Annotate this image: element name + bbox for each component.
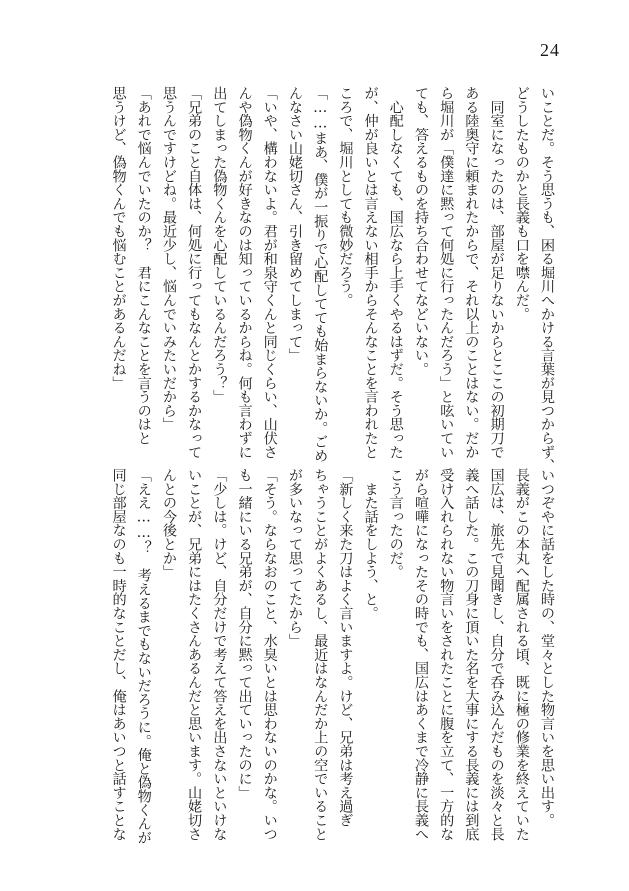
text-line: ら堀川が「僕達に黙って何処に行ったんだろう」と呟いてい — [438, 86, 455, 459]
text-line: 「そう。ならなおのこと、水臭いとは思わないのかな。いつ — [261, 468, 278, 841]
text-line: 長義がこの本丸へ配属される頃、既に極の修業を終えていた — [513, 468, 530, 841]
text-line: いことが、兄弟にはたくさんあるんだと思います。山姥切さ — [186, 468, 203, 841]
text-line: 国広は、旅先で見聞きし、自分で呑み込んだものを淡々と長 — [488, 468, 505, 841]
text-line: 同じ部屋なのも一時的なことだし、俺はあいつと話すことな — [110, 468, 127, 841]
text-block-lower — [69, 468, 559, 845]
text-line: 「ええ……？ 考えるまでもないだろうに。俺と偽物くんが — [135, 468, 152, 845]
text-line: 義へ話した。この刀身に頂いた名を大事にする長義には到底 — [463, 468, 480, 841]
text-line: 「兄弟のこと自体は、何処に行ってもなんとかするかなって — [186, 86, 203, 459]
text-line: ころで、堀川としても微妙だろう。 — [337, 86, 354, 307]
text-line: 同室になったのは、部屋が足りないからとここの初期刀で — [488, 86, 505, 459]
text-line: どうしたものかと長義も口を噤んだ。 — [513, 86, 530, 321]
text-line: が、仲が良いとは言えない相手からそんなことを言われたと — [362, 86, 379, 459]
text-line: 「いや、構わないよ。君が和泉守くんと同じくらい、山伏さ — [261, 86, 278, 459]
text-line: 受け入れられない物言いをされたことに腹を立て、一方的な — [438, 468, 455, 841]
text-line: ちゃうことがよくあるし、最近はなんだか上の空でいること — [312, 468, 329, 841]
text-line: 心配しなくても、国広なら上手くやるはずだ。そう思った — [387, 86, 404, 459]
text-line: んなさい山姥切さん、引き留めてしまって」 — [286, 86, 303, 363]
text-line: こう言ったのだ。 — [387, 468, 404, 579]
text-line: んや偽物くんが好きなのは知っているからね。何も言わずに — [236, 86, 253, 459]
text-line: いことだ。そう思うも、困る堀川へかける言葉が見つからず、 — [539, 86, 555, 473]
text-line: が多いなって思ってたから」 — [286, 468, 303, 648]
text-block-upper — [69, 86, 559, 473]
text-line: 「……まあ、僕が一振りで心配してても始まらないか。ごめ — [312, 86, 329, 463]
text-line: いつぞやに話をした時の、堂々とした物言いを思い出す。 — [539, 468, 555, 827]
text-line: んとの今後とか」 — [160, 468, 177, 579]
text-line: 「あれで悩んでいたのか？ 君にこんなことを言うのはと — [135, 86, 152, 445]
text-line: ある陸奥守に頼まれたからで、それ以上のことはない。だか — [463, 86, 480, 459]
text-line: がら喧嘩になったその時でも、国広はあくまで冷静に長義へ — [412, 468, 429, 841]
text-line: 「少しは。けど、自分だけで考えて答えを出さないといけな — [211, 468, 228, 841]
text-line: 出てしまった偽物くんを心配しているんだろう？」 — [211, 86, 228, 404]
text-line: 思うけど、偽物くんでも悩むことがあるんだね」 — [110, 86, 127, 390]
text-line: また話をしよう、と。 — [362, 468, 379, 620]
text-line: 「新しく来た刀はよく言いますよ。けど、兄弟は考え過ぎ — [337, 468, 354, 827]
text-line: 思うんですけどね。最近少し、悩んでいみたいだから」 — [160, 86, 177, 432]
page-number: 24 — [540, 40, 560, 60]
text-line: も一緒にいる兄弟が、自分に黙って出ていったのに」 — [236, 468, 253, 800]
text-line: ても、答えるものを持ち合わせてなどいない。 — [412, 86, 429, 376]
